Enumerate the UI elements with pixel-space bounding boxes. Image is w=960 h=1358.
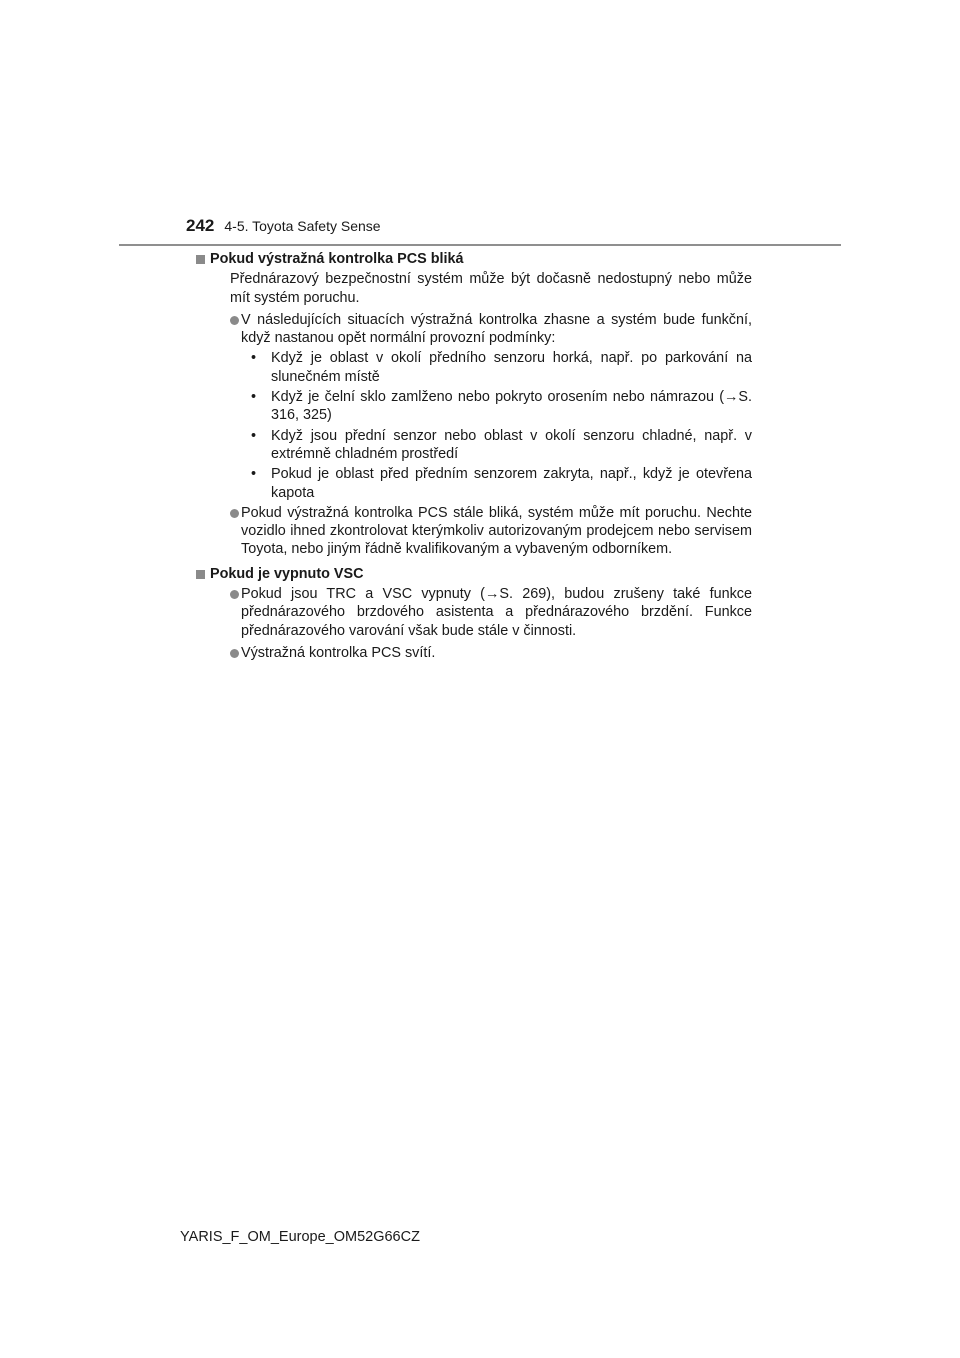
bullet-text: Pokud jsou TRC a VSC vypnuty (→S. 269), budou zrušeny také funkce přednárazového brzdového asistenta a přednárazového brzdění. Funkce přednárazového varování však bude stále v činnosti. xyxy=(241,586,752,639)
dot-marker-icon: • xyxy=(251,466,257,483)
page-number: 242 xyxy=(186,216,215,235)
dot-marker-icon: • xyxy=(251,389,257,406)
dot-marker-icon: • xyxy=(251,350,257,367)
section-heading-text: Pokud je vypnuto VSC xyxy=(210,565,364,582)
section-heading-text: Pokud výstražná kontrolka PCS bliká xyxy=(210,251,464,267)
circle-bullet-icon xyxy=(230,590,239,599)
circle-bullet-icon xyxy=(230,509,239,518)
square-bullet-icon xyxy=(196,570,205,579)
bullet-item xyxy=(230,311,752,348)
dot-marker-icon: • xyxy=(251,427,257,444)
circle-bullet-icon xyxy=(230,316,239,325)
bullet-item xyxy=(230,644,752,662)
section-heading xyxy=(196,565,752,583)
sub-list-item xyxy=(251,427,752,464)
bullet-text: Výstražná kontrolka PCS svítí. xyxy=(241,644,436,661)
sub-list-text: Když je oblast v okolí předního senzoru horká, např. po parkování na slunečném místě xyxy=(271,350,752,385)
sub-list-text: Pokud je oblast před předním senzorem zakryta, např., když je otevřena kapota xyxy=(271,466,752,501)
section-intro: Přednárazový bezpečnostní systém může být dočasně nedostupný nebo může mít systém poruchu. xyxy=(230,271,752,306)
document-code-footer: YARIS_F_OM_Europe_OM52G66CZ xyxy=(180,1229,420,1245)
sub-list-item xyxy=(251,349,752,386)
bullet-text: V následujících situacích výstražná kontrolka zhasne a systém bude funkční, když nastanou opět normální provozní podmínky: xyxy=(241,311,752,347)
page-content xyxy=(210,250,752,662)
sub-list-text: Když jsou přední senzor nebo oblast v okolí senzoru chladné, např. v extrémně chladném prostředí xyxy=(271,427,752,462)
header-divider xyxy=(119,244,841,246)
bullet-item xyxy=(230,504,752,559)
sub-list-item xyxy=(251,465,752,502)
circle-bullet-icon xyxy=(230,649,239,658)
bullet-item xyxy=(230,585,752,640)
section-title: 4-5. Toyota Safety Sense xyxy=(224,218,381,234)
section-heading xyxy=(196,250,752,268)
sub-list-item xyxy=(251,388,752,425)
sub-list-text: Když je čelní sklo zamlženo nebo pokryto orosením nebo námrazou (→S. 316, 325) xyxy=(271,389,752,424)
page-header xyxy=(186,216,381,246)
square-bullet-icon xyxy=(196,255,205,264)
bullet-text: Pokud výstražná kontrolka PCS stále bliká, systém může mít poruchu. Nechte vozidlo ihned zkontrolovat kterýmkoliv autorizovaným prodejcem nebo servisem Toyota, nebo jiným řádně kvalifikovaným a vybaveným odborníkem. xyxy=(241,504,752,558)
